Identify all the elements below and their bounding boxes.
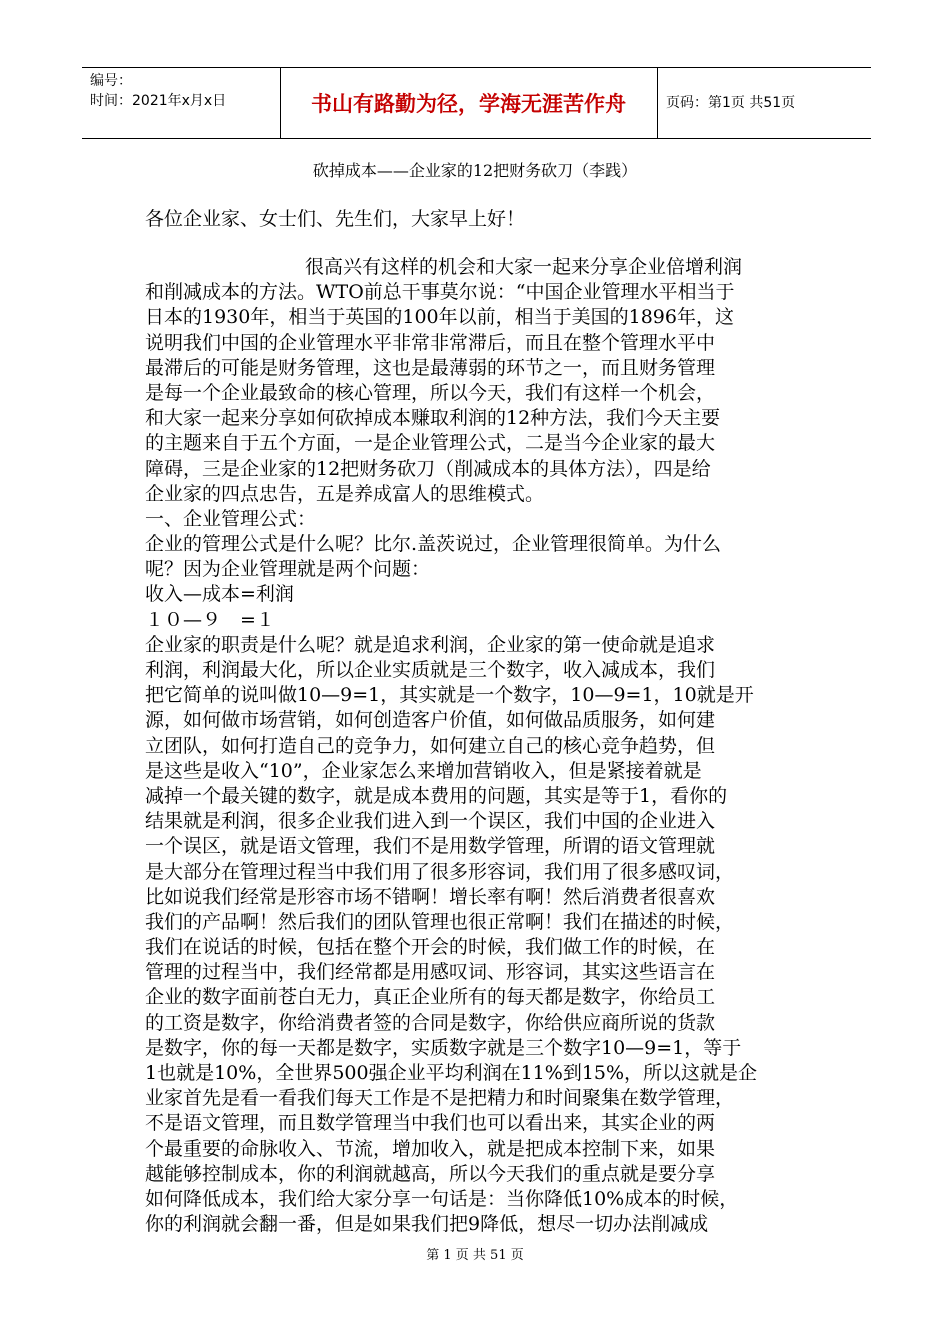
text-line: 源，如何做市场营销，如何创造客户价值，如何做品质服务，如何建 — [145, 709, 716, 732]
text-line: 把它简单的说叫做10—9=1，其实就是一个数字，10—9=1，10就是开 — [145, 684, 754, 707]
text-line: 是大部分在管理过程当中我们用了很多形容词，我们用了很多感叹词， — [145, 860, 735, 883]
text-line: 不是语文管理，而且数学管理当中我们也可以看出来，其实企业的两 — [145, 1112, 716, 1135]
text-line: 和削减成本的方法。WTO前总干事莫尔说：“中国企业管理水平相当于 — [145, 281, 735, 304]
text-line: 很高兴有这样的机会和大家一起来分享企业倍增利润 — [305, 256, 743, 278]
text-line: 日本的1930年，相当于英国的100年以前，相当于美国的1896年，这 — [145, 306, 734, 329]
text-line: 利润，利润最大化，所以企业实质就是三个数字，收入减成本，我们 — [145, 659, 716, 681]
document-title: 砍掉成本——企业家的12把财务砍刀（李践） — [312, 161, 638, 180]
text-line: 障碍，三是企业家的12把财务砍刀（削减成本的具体方法），四是给 — [145, 457, 711, 480]
text-line: 企业家的四点忠告，五是养成富人的思维模式。 — [145, 482, 545, 505]
text-line: 一个误区，就是语文管理，我们不是用数学管理，所谓的语文管理就 — [145, 835, 716, 858]
text-line: 最滞后的可能是财务管理，这也是最薄弱的环节之一，而且财务管理 — [145, 356, 716, 379]
text-line: １０—９ =１ — [145, 608, 275, 631]
page-info: 页码：第1页 共51页 — [666, 95, 796, 111]
body-text — [145, 255, 815, 1237]
text-line: 1也就是10%，全世界500强企业平均利润在11%到15%，所以这就是企 — [145, 1062, 758, 1084]
text-line: 我们在说话的时候，包括在整个开会的时候，我们做工作的时候，在 — [145, 936, 716, 959]
text-line: 是数字，你的每一天都是数字，实质数字就是三个数字10—9=1，等于 — [145, 1036, 742, 1059]
text-line: 和大家一起来分享如何砍掉成本赚取利润的12种方法，我们今天主要 — [145, 407, 721, 430]
text-line: 业家首先是看一看我们每天工作是不是把精力和时间聚集在数学管理， — [145, 1087, 735, 1110]
number-label: 编号： — [90, 73, 132, 89]
document-header — [82, 67, 871, 139]
text-line: 我们的产品啊！然后我们的团队管理也很正常啊！我们在描述的时候， — [145, 910, 735, 933]
header-page-cell — [658, 68, 871, 138]
text-line: 企业的数字面前苍白无力，真正企业所有的每天都是数字，你给员工 — [145, 986, 716, 1009]
text-line: 企业家的职责是什么呢？就是追求利润，企业家的第一使命就是追求 — [145, 633, 716, 656]
text-line: 的主题来自于五个方面，一是企业管理公式，二是当今企业家的最大 — [145, 432, 716, 455]
date-label: 时间：2021年x月x日 — [90, 93, 227, 109]
greeting: 各位企业家、女士们、先生们，大家早上好！ — [145, 208, 526, 230]
text-line: 说明我们中国的企业管理水平非常非常滞后，而且在整个管理水平中 — [145, 331, 716, 354]
text-line: 结果就是利润，很多企业我们进入到一个误区，我们中国的企业进入 — [145, 810, 716, 833]
text-line: 的工资是数字，你给消费者签的合同是数字，你给供应商所说的货款 — [145, 1011, 716, 1034]
text-line: 呢？因为企业管理就是两个问题： — [145, 558, 431, 581]
text-line: 立团队，如何打造自己的竞争力，如何建立自己的核心竞争趋势，但 — [145, 734, 716, 757]
text-line: 是这些是收入“10”，企业家怎么来增加营销收入，但是紧接着就是 — [145, 759, 702, 782]
page-footer: 第 1 页 共 51 页 — [426, 1248, 524, 1263]
header-motto-cell — [280, 68, 658, 138]
text-line: 企业的管理公式是什么呢？比尔.盖茨说过，企业管理很简单。为什么 — [145, 533, 722, 556]
text-line: 是每一个企业最致命的核心管理，所以今天，我们有这样一个机会， — [145, 381, 716, 404]
text-line: 你的利润就会翻一番，但是如果我们把9降低，想尽一切办法削减成 — [145, 1213, 709, 1236]
text-line: 个最重要的命脉收入、节流，增加收入，就是把成本控制下来，如果 — [145, 1137, 716, 1160]
text-line: 减掉一个最关键的数字，就是成本费用的问题，其实是等于1，看你的 — [145, 784, 728, 807]
text-line: 如何降低成本，我们给大家分享一句话是：当你降低10%成本的时候， — [145, 1187, 739, 1210]
header-meta-cell — [82, 68, 281, 138]
text-line: 越能够控制成本，你的利润就越高，所以今天我们的重点就是要分享 — [145, 1162, 716, 1185]
text-line: 收入—成本=利润 — [145, 583, 294, 606]
motto: 书山有路勤为径，学海无涯苦作舟 — [311, 92, 626, 116]
text-line: 管理的过程当中，我们经常都是用感叹词、形容词，其实这些语言在 — [145, 961, 716, 984]
text-line: 比如说我们经常是形容市场不错啊！增长率有啊！然后消费者很喜欢 — [145, 885, 716, 908]
text-line: 一、企业管理公式： — [145, 507, 317, 530]
